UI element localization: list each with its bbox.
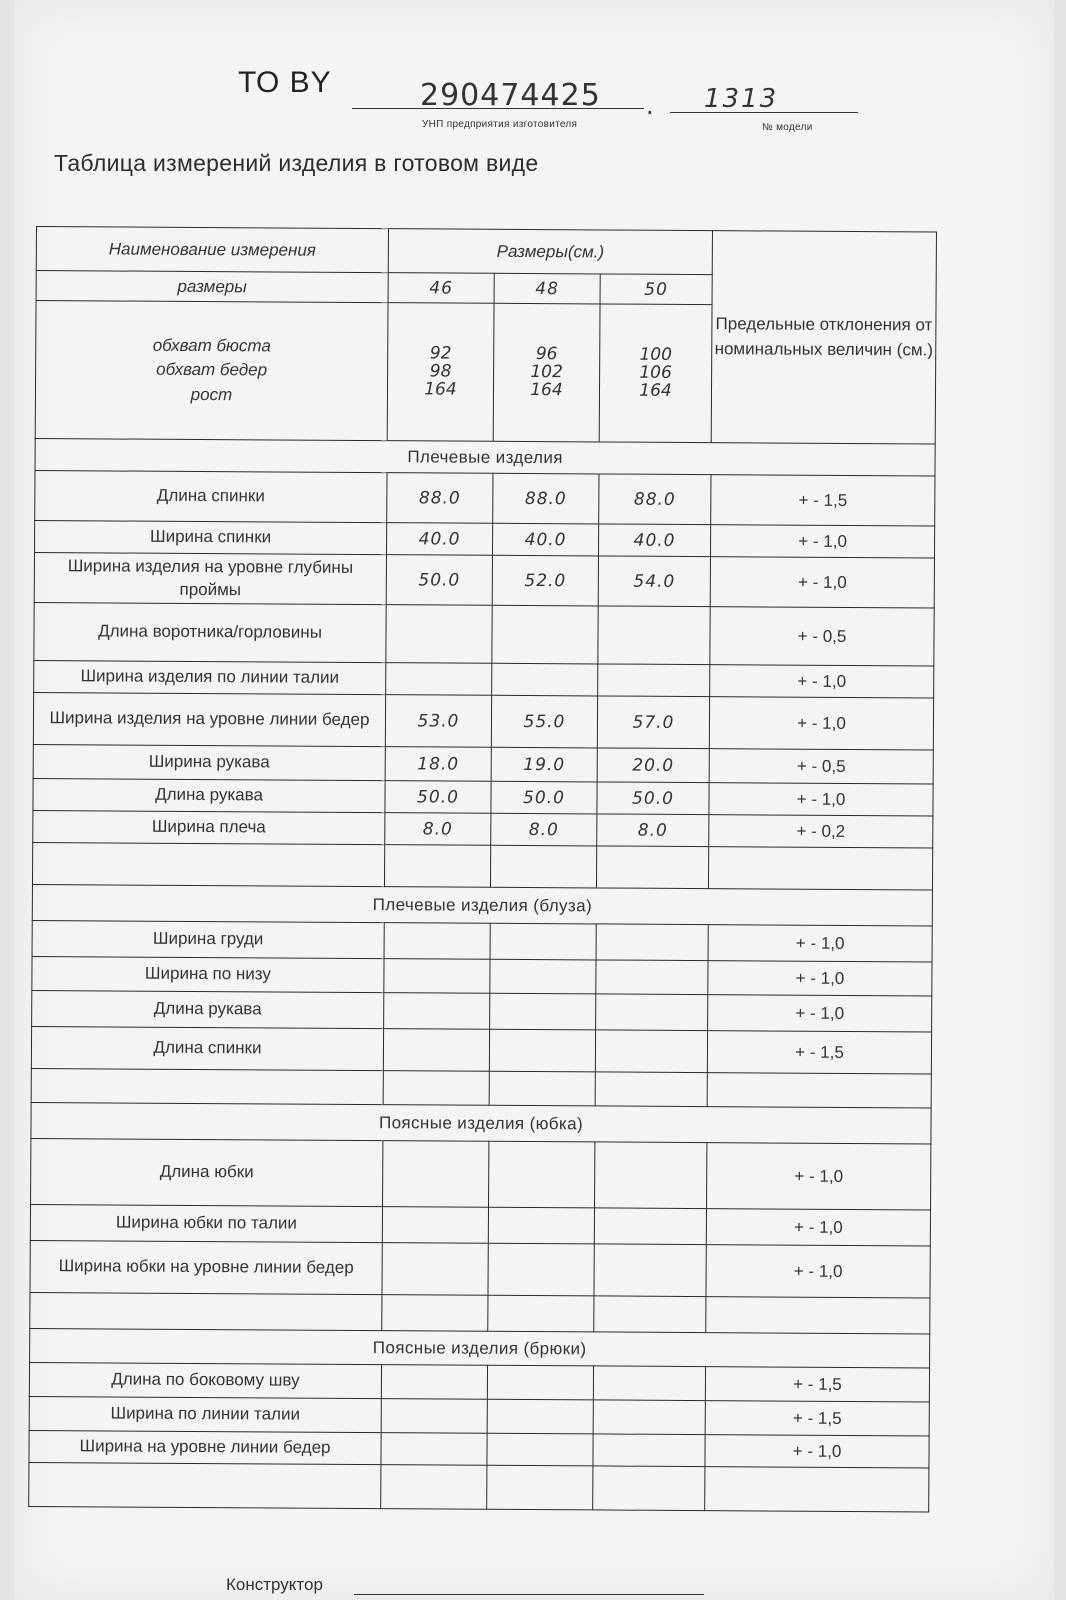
- param-value: 100: [639, 344, 673, 365]
- tolerance-value: + - 0,5: [710, 607, 934, 666]
- measurement-value: [490, 923, 596, 960]
- measurement-value: [381, 1433, 487, 1466]
- table-row: [29, 1362, 929, 1401]
- table-row: [33, 692, 933, 749]
- tolerance-value: + - 1,0: [706, 1209, 930, 1246]
- param-label-hips: обхват бедер: [156, 359, 268, 380]
- empty-cell: [29, 1462, 381, 1508]
- section-title: Плечевые изделия (блуза): [32, 884, 932, 925]
- measurement-name: Ширина изделия на уровне глубины проймы: [34, 552, 386, 604]
- size-value: 48: [494, 273, 600, 304]
- measurement-name: Ширина плеча: [33, 810, 385, 844]
- measurement-value: [596, 994, 708, 1031]
- empty-row: [32, 842, 932, 889]
- table-row: [30, 1204, 930, 1245]
- tolerance-value: + - 1,5: [705, 1367, 929, 1402]
- table-row: [32, 956, 932, 995]
- measurement-value: [384, 959, 490, 994]
- param-value: 92: [429, 343, 452, 364]
- section-row: [31, 1102, 931, 1143]
- measurement-value: [383, 1029, 489, 1072]
- measurement-value: 8.0: [491, 813, 597, 846]
- measurement-name: Ширина на уровне линии бедер: [29, 1430, 381, 1464]
- empty-cell: [595, 1072, 707, 1107]
- table-row: [29, 1396, 929, 1435]
- measurement-value: [492, 663, 598, 696]
- tolerance-value: + - 1,5: [705, 1401, 929, 1436]
- empty-cell: [381, 1465, 487, 1510]
- body-params-size-50: [599, 304, 712, 443]
- model-caption: № модели: [762, 122, 813, 133]
- measurement-value: [598, 606, 710, 665]
- empty-cell: [488, 1295, 594, 1332]
- measurement-name: Длина по боковому шву: [29, 1362, 381, 1398]
- measurement-value: [489, 1029, 595, 1072]
- tolerance-value: + - 1,5: [707, 1031, 931, 1074]
- empty-cell: [30, 1292, 382, 1330]
- measurement-value: 57.0: [597, 696, 709, 749]
- tolerance-value: + - 1,0: [710, 665, 934, 698]
- param-label-height: рост: [190, 384, 233, 405]
- measurement-value: 8.0: [597, 814, 709, 847]
- empty-row: [29, 1462, 929, 1511]
- column-header-tolerance: Предельные отклонения от номинальных величин (см.): [711, 231, 936, 444]
- section-row: [30, 1328, 930, 1367]
- measurement-value: 20.0: [597, 748, 709, 783]
- measurement-name: Ширина юбки на уровне линии бедер: [30, 1240, 382, 1294]
- empty-cell: [593, 1466, 705, 1511]
- table-row: [34, 552, 934, 607]
- tolerance-value: + - 1,0: [708, 925, 932, 962]
- measurement-value: [381, 1365, 487, 1400]
- measurement-name: Длина рукава: [33, 778, 385, 812]
- param-value: 164: [530, 380, 563, 401]
- measurement-name: Ширина груди: [32, 920, 384, 958]
- measurement-value: [490, 993, 596, 1030]
- unp-number: 290474425: [420, 78, 601, 113]
- constructor-label: Конструктор: [226, 1575, 323, 1594]
- measurement-name: Ширина изделия по линии талии: [34, 660, 386, 694]
- measurement-name: Длина юбки: [31, 1138, 383, 1206]
- measurement-value: [487, 1365, 593, 1400]
- tolerance-value: + - 1,0: [711, 525, 935, 558]
- empty-cell: [383, 1071, 489, 1106]
- measurement-value: [593, 1400, 705, 1435]
- measurement-value: [594, 1208, 706, 1245]
- model-number: 1313: [704, 84, 779, 114]
- tolerance-value: + - 1,0: [705, 1435, 929, 1468]
- empty-cell: [384, 845, 490, 888]
- measurement-value: [593, 1434, 705, 1467]
- measurement-name: Ширина юбки по талии: [30, 1204, 382, 1242]
- measurement-value: 8.0: [385, 813, 491, 846]
- empty-cell: [382, 1295, 488, 1332]
- measurement-value: 54.0: [598, 556, 710, 607]
- measurement-value: 88.0: [493, 473, 599, 524]
- measurement-value: [594, 1244, 706, 1297]
- measurement-value: [596, 924, 708, 961]
- tolerance-value: + - 1,0: [709, 783, 933, 816]
- table-row: [34, 602, 934, 665]
- body-params-size-46: [387, 303, 494, 442]
- empty-cell: [705, 1467, 929, 1512]
- tolerance-value: + - 0,2: [709, 815, 933, 848]
- measurement-value: 88.0: [387, 473, 493, 524]
- sizes-row-label: размеры: [36, 271, 388, 303]
- param-value: 98: [429, 361, 452, 382]
- measurement-value: 19.0: [491, 747, 597, 782]
- measurement-value: [488, 1207, 594, 1244]
- measurement-value: 52.0: [492, 555, 598, 606]
- measurement-value: 40.0: [386, 523, 492, 556]
- measurement-value: [386, 663, 492, 696]
- param-value: 106: [639, 362, 672, 383]
- unp-caption: УНП предприятия изготовителя: [422, 119, 578, 130]
- measurement-value: 18.0: [385, 747, 491, 782]
- measurement-value: 53.0: [385, 695, 491, 748]
- measurement-name: Ширина спинки: [35, 520, 387, 554]
- empty-cell: [32, 842, 384, 886]
- body-params-labels: [35, 301, 388, 441]
- tolerance-value: + - 0,5: [709, 749, 933, 784]
- section-title: Плечевые изделия: [35, 438, 935, 475]
- empty-row: [30, 1292, 930, 1333]
- measurement-name: Ширина по низу: [32, 956, 384, 992]
- size-value: 46: [388, 273, 494, 304]
- empty-cell: [708, 847, 932, 890]
- measurement-value: [492, 605, 598, 664]
- measurement-value: 50.0: [385, 781, 491, 814]
- column-header-sizes: Размеры(см.): [388, 229, 712, 275]
- measurement-value: 88.0: [599, 474, 711, 525]
- measurement-name: Длина воротника/горловины: [34, 602, 386, 662]
- empty-cell: [490, 845, 596, 888]
- measurement-value: [489, 1141, 595, 1208]
- empty-cell: [31, 1068, 383, 1104]
- param-value: 96: [535, 344, 558, 365]
- measurement-value: 50.0: [597, 782, 709, 815]
- table-row: [31, 1138, 931, 1209]
- constructor-signature-line: [354, 1594, 704, 1595]
- measurement-name: Ширина по линии талии: [29, 1396, 381, 1432]
- tolerance-value: + - 1,0: [709, 697, 933, 750]
- measurement-value: [382, 1207, 488, 1244]
- header-prefix: ТО BY: [238, 66, 332, 99]
- measurement-value: [487, 1399, 593, 1434]
- measurement-value: 55.0: [491, 695, 597, 748]
- param-value: 102: [530, 362, 563, 383]
- empty-cell: [487, 1465, 593, 1510]
- body-params-size-48: [493, 303, 600, 442]
- header-separator: .: [646, 92, 654, 120]
- measurement-value: [596, 960, 708, 995]
- tolerance-value: + - 1,0: [706, 1245, 930, 1298]
- tolerance-value: + - 1,0: [708, 995, 932, 1032]
- measurement-value: [595, 1030, 707, 1073]
- size-value: 50: [600, 274, 712, 305]
- empty-cell: [596, 846, 708, 889]
- measurement-name: Ширина рукава: [33, 744, 385, 780]
- empty-row: [31, 1068, 931, 1107]
- measurement-value: 50.0: [386, 555, 492, 606]
- measurement-value: [593, 1366, 705, 1401]
- measurement-name: Длина рукава: [32, 990, 384, 1028]
- empty-cell: [706, 1297, 930, 1334]
- measurement-value: [595, 1142, 707, 1209]
- measurement-value: [598, 664, 710, 697]
- param-value: 164: [639, 380, 672, 401]
- measurement-name: Длина спинки: [31, 1026, 383, 1070]
- table-row: [31, 1026, 931, 1073]
- empty-cell: [707, 1073, 931, 1108]
- table-row: [35, 470, 935, 525]
- measurement-value: [490, 959, 596, 994]
- table-row: [30, 1240, 930, 1297]
- measurement-value: 40.0: [492, 523, 598, 556]
- table-row: [32, 920, 932, 961]
- measurement-value: 50.0: [491, 781, 597, 814]
- table-row: [33, 744, 933, 783]
- section-title: Поясные изделия (юбка): [31, 1102, 931, 1143]
- measurement-table: [28, 226, 937, 1512]
- table-row: [32, 990, 932, 1031]
- tolerance-value: + - 1,0: [708, 961, 932, 996]
- tolerance-value: + - 1,5: [711, 475, 935, 526]
- measurement-value: [383, 1141, 489, 1208]
- tolerance-value: + - 1,0: [710, 557, 934, 608]
- measurement-value: 40.0: [598, 524, 710, 557]
- param-value: 164: [424, 379, 457, 400]
- measurement-value: [382, 1243, 488, 1296]
- section-row: [32, 884, 932, 925]
- measurement-value: [488, 1243, 594, 1296]
- measurement-value: [384, 993, 490, 1030]
- measurement-value: [487, 1433, 593, 1466]
- param-label-bust: обхват бюста: [152, 335, 271, 355]
- document-title: Таблица измерений изделия в готовом виде: [54, 150, 539, 176]
- empty-cell: [594, 1296, 706, 1333]
- section-title: Поясные изделия (брюки): [30, 1328, 930, 1367]
- measurement-value: [381, 1399, 487, 1434]
- empty-cell: [489, 1071, 595, 1106]
- measurement-value: [386, 605, 492, 664]
- tolerance-value: + - 1,0: [707, 1143, 931, 1210]
- document-sheet: [14, 0, 1054, 1600]
- measurement-name: Ширина изделия на уровне линии бедер: [33, 692, 385, 746]
- measurement-name: Длина спинки: [35, 470, 387, 522]
- column-header-name: Наименование измерения: [36, 227, 388, 273]
- measurement-value: [384, 923, 490, 960]
